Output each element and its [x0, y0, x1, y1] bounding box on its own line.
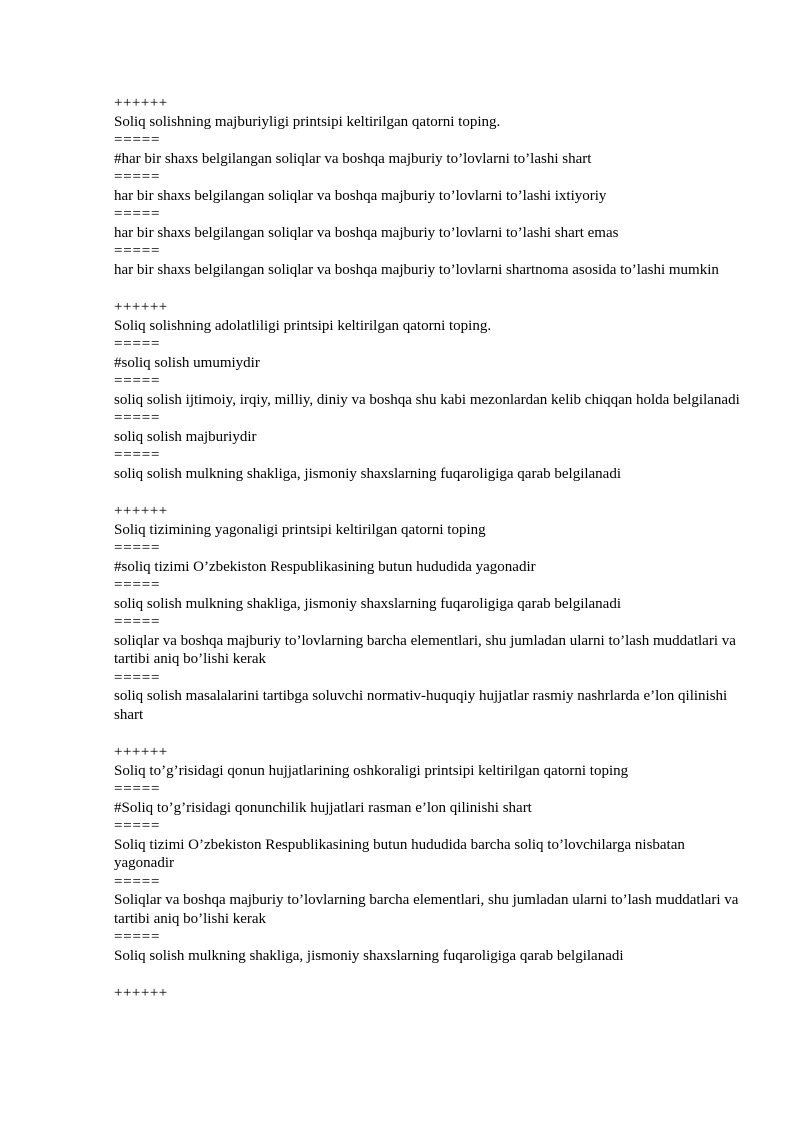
question-block-3	[114, 502, 744, 724]
option-separator: =====	[114, 929, 161, 945]
question-marker: ++++++	[114, 95, 168, 111]
option-text: soliq solish masalalarini tartibga soluvchi normativ-huquqiy hujjatlar rasmiy nashrlarda e’lon qilinishi shart	[114, 688, 728, 723]
option-separator: =====	[114, 206, 161, 222]
question-text: Soliq to’g’risidagi qonun hujjatlarining oshkoraligi printsipi keltirilgan qatorni toping	[114, 762, 629, 779]
question-text: Soliq solishning adolatliligi printsipi keltirilgan qatorni toping.	[114, 317, 492, 334]
option-text: har bir shaxs belgilangan soliqlar va boshqa majburiy to’lovlarni to’lashi shart emas	[114, 224, 619, 241]
question-text: Soliq solishning majburiyligi printsipi keltirilgan qatorni toping.	[114, 113, 501, 130]
option-text: #soliq solish umumiydir	[114, 354, 260, 371]
option-separator: =====	[114, 577, 161, 593]
option-text: #har bir shaxs belgilangan soliqlar va boshqa majburiy to’lovlarni to’lashi shart	[114, 150, 592, 167]
option-text: har bir shaxs belgilangan soliqlar va boshqa majburiy to’lovlarni shartnoma asosida to’lashi mumkin	[114, 261, 719, 278]
option-separator: =====	[114, 873, 161, 890]
option-separator: =====	[114, 818, 161, 834]
option-text: #soliq tizimi O’zbekiston Respublikasining butun hududida yagonadir	[114, 558, 536, 575]
document-page	[114, 94, 744, 1022]
question-block-1	[114, 94, 744, 279]
trailing-block	[114, 984, 744, 1003]
question-marker: ++++++	[114, 744, 168, 760]
option-text: soliq solish majburiydir	[114, 428, 257, 445]
option-text: #Soliq to’g’risidagi qonunchilik hujjatlari rasman e’lon qilinishi shart	[114, 799, 532, 816]
question-marker: ++++++	[114, 299, 168, 315]
option-text: Soliqlar va boshqa majburiy to’lovlarning barcha elementlari, shu jumladan ularni to’lash muddatlari va tartibi aniq bo’lishi kerak	[114, 892, 739, 927]
option-separator: =====	[114, 373, 161, 389]
option-text: soliq solish ijtimoiy, irqiy, milliy, diniy va boshqa shu kabi mezonlardan kelib chiqqan holda belgilanadi	[114, 391, 740, 408]
question-marker: ++++++	[114, 985, 168, 1001]
option-separator: =====	[114, 336, 161, 352]
question-text: Soliq tizimining yagonaligi printsipi keltirilgan qatorni toping	[114, 521, 486, 538]
option-text: soliq solish mulkning shakliga, jismoniy shaxslarning fuqaroligiga qarab belgilanadi	[114, 595, 622, 612]
option-text: Soliq tizimi O’zbekiston Respublikasining butun hududida barcha soliq to’lovchilarga nisbatan yagonadir	[114, 836, 685, 871]
option-separator: =====	[114, 447, 161, 463]
question-block-4	[114, 743, 744, 965]
option-separator: =====	[114, 781, 161, 797]
option-separator: =====	[114, 669, 161, 686]
option-text: har bir shaxs belgilangan soliqlar va boshqa majburiy to’lovlarni to’lashi ixtiyoriy	[114, 187, 607, 204]
option-text: soliq solish mulkning shakliga, jismoniy shaxslarning fuqaroligiga qarab belgilanadi	[114, 465, 622, 482]
option-separator: =====	[114, 614, 161, 630]
option-text: Soliq solish mulkning shakliga, jismoniy shaxslarning fuqaroligiga qarab belgilanadi	[114, 947, 624, 964]
question-marker: ++++++	[114, 503, 168, 519]
option-separator: =====	[114, 540, 161, 556]
question-block-2	[114, 298, 744, 483]
option-text: soliqlar va boshqa majburiy to’lovlarning barcha elementlari, shu jumladan ularni to’lash muddatlari va tartibi aniq bo’lishi kerak	[114, 632, 736, 667]
option-separator: =====	[114, 410, 161, 426]
option-separator: =====	[114, 243, 161, 259]
option-separator: =====	[114, 169, 161, 185]
option-separator: =====	[114, 132, 161, 148]
